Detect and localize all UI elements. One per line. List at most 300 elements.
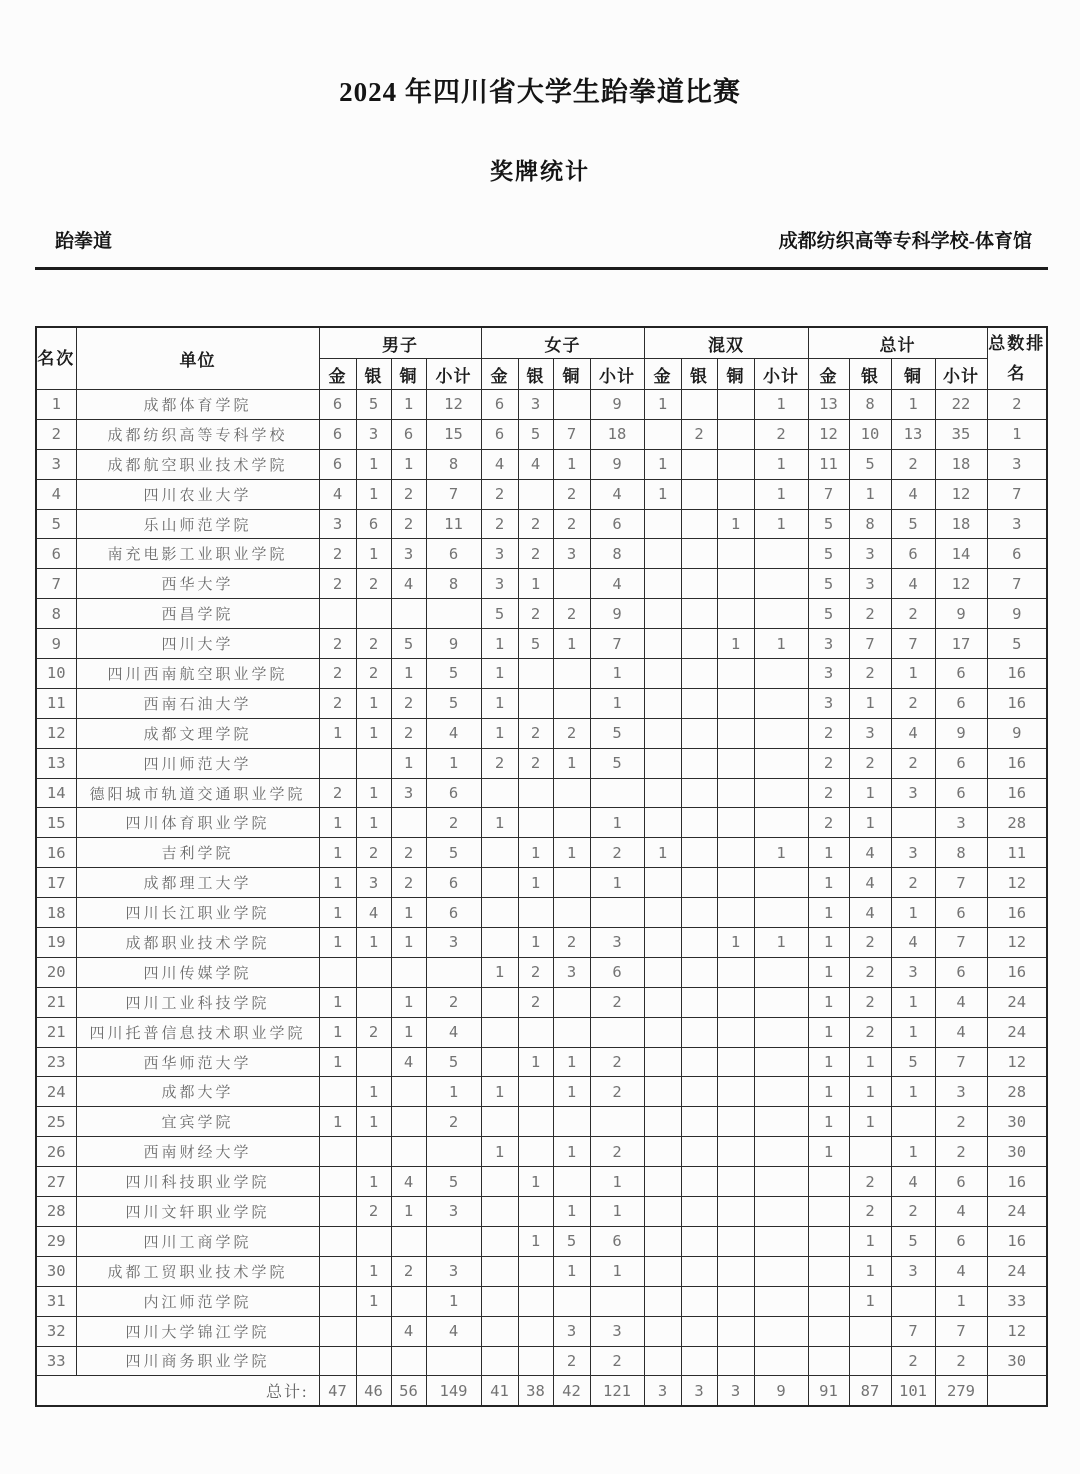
medal-cell: [754, 1226, 808, 1256]
medal-cell: 28: [987, 808, 1047, 838]
medal-cell: 10: [849, 419, 891, 449]
medal-cell: [644, 1167, 681, 1197]
col-header-mixed-bronze: 铜: [717, 359, 754, 390]
medal-cell: 1: [518, 569, 553, 599]
medal-cell: [681, 569, 717, 599]
medal-cell: 1: [481, 659, 518, 689]
medal-cell: 2: [518, 539, 553, 569]
medal-cell: 9: [590, 390, 644, 420]
col-header-unit: 单位: [76, 327, 319, 390]
col-header-total-subtotal: 小计: [935, 359, 987, 390]
table-row: [36, 928, 1047, 958]
medal-cell: 5: [808, 539, 849, 569]
medal-cell: 2: [891, 449, 935, 479]
col-header-mixed-subtotal: 小计: [754, 359, 808, 390]
medal-cell: [481, 928, 518, 958]
medal-cell: [754, 1316, 808, 1346]
medal-cell: 9: [987, 718, 1047, 748]
medal-cell: 1: [481, 629, 518, 659]
col-header-total-gold: 金: [808, 359, 849, 390]
medal-cell: [518, 1137, 553, 1167]
medal-cell: 2: [590, 1346, 644, 1376]
medal-cell: [717, 1077, 754, 1107]
table-row: [36, 1137, 1047, 1167]
medal-cell: 3: [987, 509, 1047, 539]
medal-cell: [681, 1137, 717, 1167]
medal-cell: [356, 1137, 391, 1167]
medal-cell: [754, 1167, 808, 1197]
medal-cell: [808, 1197, 849, 1227]
medal-cell: 1: [481, 808, 518, 838]
medal-cell: [717, 1346, 754, 1376]
col-header-men-gold: 金: [319, 359, 356, 390]
medal-cell: 5: [891, 509, 935, 539]
medal-cell: 1: [518, 1167, 553, 1197]
medal-cell: [681, 390, 717, 420]
medal-cell: 1: [356, 1167, 391, 1197]
medal-cell: [644, 1286, 681, 1316]
rank-cell: 29: [36, 1226, 76, 1256]
medal-cell: 2: [391, 479, 426, 509]
col-header-women-bronze: 铜: [553, 359, 590, 390]
table-row: [36, 629, 1047, 659]
medal-cell: [590, 1017, 644, 1047]
medal-cell: 1: [319, 1017, 356, 1047]
medal-cell: [681, 868, 717, 898]
medal-cell: [754, 1346, 808, 1376]
medal-cell: 3: [808, 629, 849, 659]
medal-cell: 5: [426, 1047, 481, 1077]
medal-cell: [481, 868, 518, 898]
medal-cell: [681, 808, 717, 838]
rank-cell: 7: [36, 569, 76, 599]
medal-cell: 7: [808, 479, 849, 509]
total-value-cell: 9: [754, 1376, 808, 1407]
overall-rank-cell: 6: [935, 1226, 987, 1256]
unit-cell: 成都大学: [76, 1077, 319, 1107]
medal-cell: [481, 1256, 518, 1286]
unit-cell: 四川大学: [76, 629, 319, 659]
medal-cell: 1: [553, 748, 590, 778]
medal-cell: 9: [426, 629, 481, 659]
medal-cell: 2: [754, 419, 808, 449]
medal-cell: 1: [553, 449, 590, 479]
medal-cell: 1: [319, 868, 356, 898]
medal-cell: [481, 1017, 518, 1047]
medal-cell: [681, 1197, 717, 1227]
total-value-cell: 47: [319, 1376, 356, 1407]
medal-cell: 2: [319, 778, 356, 808]
unit-cell: 西华大学: [76, 569, 319, 599]
table-row: [36, 868, 1047, 898]
medal-cell: [808, 1256, 849, 1286]
medal-cell: [553, 1167, 590, 1197]
medal-cell: 2: [518, 509, 553, 539]
overall-rank-cell: 14: [935, 539, 987, 569]
medal-cell: 2: [426, 808, 481, 838]
medal-cell: 4: [426, 718, 481, 748]
medal-cell: [553, 987, 590, 1017]
medal-cell: 1: [849, 1226, 891, 1256]
medal-cell: 1: [356, 1077, 391, 1107]
medal-table-body: [36, 390, 1047, 1376]
medal-cell: 2: [518, 748, 553, 778]
medal-cell: 4: [391, 1167, 426, 1197]
col-header-mixed-gold: 金: [644, 359, 681, 390]
medal-cell: [754, 868, 808, 898]
medal-cell: 1: [808, 1077, 849, 1107]
medal-cell: 1: [553, 1077, 590, 1107]
medal-cell: 8: [426, 569, 481, 599]
medal-cell: 3: [808, 659, 849, 689]
overall-rank-cell: 8: [935, 838, 987, 868]
unit-cell: 四川商务职业学院: [76, 1346, 319, 1376]
medal-cell: 1: [808, 957, 849, 987]
medal-cell: 4: [590, 569, 644, 599]
medal-cell: 1: [590, 868, 644, 898]
medal-cell: 2: [356, 1017, 391, 1047]
medal-cell: [717, 1316, 754, 1346]
unit-cell: 德阳城市轨道交通职业学院: [76, 778, 319, 808]
medal-cell: [717, 957, 754, 987]
medal-cell: [590, 1286, 644, 1316]
medal-cell: 2: [849, 957, 891, 987]
medal-cell: 4: [391, 1316, 426, 1346]
overall-rank-cell: 3: [935, 1077, 987, 1107]
medal-cell: [644, 1256, 681, 1286]
medal-cell: 5: [808, 599, 849, 629]
medal-cell: [891, 1107, 935, 1137]
medal-cell: 5: [426, 1167, 481, 1197]
rank-cell: 1: [36, 390, 76, 420]
medal-cell: [644, 898, 681, 928]
rank-cell: 13: [36, 748, 76, 778]
medal-cell: 1: [808, 1017, 849, 1047]
medal-cell: [717, 569, 754, 599]
medal-cell: [681, 688, 717, 718]
medal-cell: 2: [590, 1077, 644, 1107]
medal-cell: 1: [891, 390, 935, 420]
medal-cell: 2: [553, 509, 590, 539]
medal-cell: 4: [891, 1167, 935, 1197]
overall-rank-cell: 6: [935, 1167, 987, 1197]
medal-cell: 1: [754, 449, 808, 479]
rank-cell: 31: [36, 1286, 76, 1316]
meta-row: [55, 226, 1032, 253]
medal-cell: 11: [987, 838, 1047, 868]
medal-cell: [717, 1197, 754, 1227]
medal-cell: [553, 1107, 590, 1137]
medal-cell: 3: [553, 1316, 590, 1346]
overall-rank-cell: 2: [935, 1107, 987, 1137]
medal-cell: 5: [808, 509, 849, 539]
total-value-cell: 121: [590, 1376, 644, 1407]
medal-cell: 2: [356, 569, 391, 599]
unit-cell: 四川长江职业学院: [76, 898, 319, 928]
medal-cell: 1: [356, 688, 391, 718]
medal-cell: [319, 1197, 356, 1227]
medal-cell: 3: [987, 449, 1047, 479]
table-row: [36, 1197, 1047, 1227]
medal-cell: [644, 599, 681, 629]
medal-cell: [891, 1286, 935, 1316]
medal-cell: 2: [849, 599, 891, 629]
medal-cell: 4: [426, 1017, 481, 1047]
medal-cell: 1: [590, 659, 644, 689]
col-header-men-silver: 银: [356, 359, 391, 390]
medal-cell: [681, 1316, 717, 1346]
medal-cell: [518, 1256, 553, 1286]
medal-cell: [426, 1346, 481, 1376]
medal-cell: 7: [849, 629, 891, 659]
medal-cell: 4: [849, 868, 891, 898]
overall-rank-cell: 7: [935, 868, 987, 898]
total-value-cell: 279: [935, 1376, 987, 1407]
unit-cell: 宜宾学院: [76, 1107, 319, 1137]
rank-cell: 17: [36, 868, 76, 898]
overall-rank-cell: 6: [935, 748, 987, 778]
col-header-men-subtotal: 小计: [426, 359, 481, 390]
medal-cell: [553, 688, 590, 718]
medal-cell: [644, 688, 681, 718]
col-header-women-subtotal: 小计: [590, 359, 644, 390]
rank-cell: 12: [36, 718, 76, 748]
medal-cell: 6: [356, 509, 391, 539]
rank-cell: 4: [36, 479, 76, 509]
medal-cell: [481, 1047, 518, 1077]
total-value-cell: 3: [717, 1376, 754, 1407]
medal-cell: [681, 778, 717, 808]
medal-cell: [590, 778, 644, 808]
table-row: [36, 1047, 1047, 1077]
medal-cell: [319, 1286, 356, 1316]
medal-cell: [808, 1346, 849, 1376]
medal-cell: 2: [590, 1137, 644, 1167]
medal-cell: 2: [319, 659, 356, 689]
medal-cell: 1: [356, 1286, 391, 1316]
unit-cell: 四川传媒学院: [76, 957, 319, 987]
medal-cell: [681, 1077, 717, 1107]
overall-rank-cell: 7: [935, 928, 987, 958]
table-row: [36, 1017, 1047, 1047]
medal-cell: 6: [481, 390, 518, 420]
medal-cell: 1: [590, 1256, 644, 1286]
medal-cell: 1: [553, 1256, 590, 1286]
unit-cell: 成都文理学院: [76, 718, 319, 748]
medal-cell: 1: [891, 659, 935, 689]
medal-cell: 4: [590, 479, 644, 509]
medal-cell: 1: [481, 1077, 518, 1107]
medal-cell: [754, 778, 808, 808]
medal-cell: 5: [481, 599, 518, 629]
medal-cell: [518, 688, 553, 718]
total-value-cell: 91: [808, 1376, 849, 1407]
table-row: [36, 390, 1047, 420]
medal-cell: [391, 1346, 426, 1376]
medal-cell: [481, 778, 518, 808]
medal-cell: [481, 1107, 518, 1137]
medal-cell: 1: [644, 390, 681, 420]
medal-cell: 3: [426, 1256, 481, 1286]
medal-cell: [391, 1137, 426, 1167]
unit-cell: 四川西南航空职业学院: [76, 659, 319, 689]
medal-cell: 1: [426, 1286, 481, 1316]
medal-cell: 1: [808, 1137, 849, 1167]
medal-cell: 1: [481, 957, 518, 987]
medal-cell: 1: [808, 1047, 849, 1077]
medal-cell: [891, 808, 935, 838]
medal-cell: 16: [987, 659, 1047, 689]
overall-rank-cell: 7: [935, 1047, 987, 1077]
table-row: [36, 957, 1047, 987]
overall-rank-cell: 2: [935, 1346, 987, 1376]
medal-cell: [518, 1197, 553, 1227]
medal-cell: [681, 718, 717, 748]
medal-cell: [644, 539, 681, 569]
medal-cell: [717, 1107, 754, 1137]
medal-cell: [808, 1167, 849, 1197]
medal-cell: 12: [987, 868, 1047, 898]
medal-cell: [319, 957, 356, 987]
medal-cell: 3: [590, 928, 644, 958]
medal-cell: [754, 957, 808, 987]
medal-cell: 1: [356, 449, 391, 479]
medal-cell: [717, 868, 754, 898]
medal-cell: 1: [553, 629, 590, 659]
medal-cell: [681, 1346, 717, 1376]
total-label: 总计:: [36, 1376, 319, 1407]
medal-cell: 5: [891, 1226, 935, 1256]
medal-cell: 7: [891, 629, 935, 659]
medal-cell: [644, 987, 681, 1017]
medal-cell: 4: [891, 718, 935, 748]
overall-rank-cell: 6: [935, 898, 987, 928]
medal-cell: 3: [891, 957, 935, 987]
medal-cell: 1: [518, 868, 553, 898]
medal-cell: [681, 838, 717, 868]
total-value-cell: 3: [681, 1376, 717, 1407]
medal-cell: 1: [754, 928, 808, 958]
medal-cell: [518, 808, 553, 838]
table-footer: [36, 1376, 1047, 1407]
medal-cell: 6: [891, 539, 935, 569]
medal-cell: 2: [849, 1017, 891, 1047]
medal-cell: 1: [319, 928, 356, 958]
medal-cell: [717, 390, 754, 420]
unit-cell: 四川工商学院: [76, 1226, 319, 1256]
table-row: [36, 1316, 1047, 1346]
medal-cell: 1: [356, 1256, 391, 1286]
medal-cell: 1: [319, 838, 356, 868]
medal-cell: 1: [808, 928, 849, 958]
col-header-mixed-silver: 银: [681, 359, 717, 390]
medal-cell: 1: [754, 838, 808, 868]
medal-cell: [553, 1017, 590, 1047]
unit-cell: 四川托普信息技术职业学院: [76, 1017, 319, 1047]
medal-cell: [644, 1316, 681, 1346]
unit-cell: 吉利学院: [76, 838, 319, 868]
medal-cell: 2: [849, 1197, 891, 1227]
medal-cell: 5: [590, 748, 644, 778]
col-header-total-silver: 银: [849, 359, 891, 390]
medal-cell: 3: [590, 1316, 644, 1346]
medal-cell: 3: [356, 868, 391, 898]
medal-cell: 7: [553, 419, 590, 449]
overall-rank-cell: 12: [935, 569, 987, 599]
table-row: [36, 1286, 1047, 1316]
medal-cell: 1: [319, 987, 356, 1017]
medal-cell: 2: [590, 987, 644, 1017]
medal-cell: [717, 1047, 754, 1077]
medal-cell: 2: [553, 718, 590, 748]
medal-cell: 1: [644, 479, 681, 509]
medal-cell: 6: [987, 539, 1047, 569]
medal-cell: [754, 1017, 808, 1047]
medal-cell: 4: [891, 928, 935, 958]
medal-cell: [754, 1077, 808, 1107]
medal-cell: 5: [391, 629, 426, 659]
medal-cell: 1: [481, 718, 518, 748]
medal-cell: [717, 1167, 754, 1197]
medal-cell: 1: [891, 1017, 935, 1047]
table-row: [36, 898, 1047, 928]
medal-cell: [754, 659, 808, 689]
medal-cell: 1: [590, 1197, 644, 1227]
medal-cell: 2: [849, 748, 891, 778]
medal-cell: 2: [849, 928, 891, 958]
medal-cell: 2: [391, 688, 426, 718]
table-row: [36, 509, 1047, 539]
unit-cell: 四川工业科技学院: [76, 987, 319, 1017]
medal-cell: 9: [590, 449, 644, 479]
medal-cell: 1: [319, 718, 356, 748]
medal-cell: 1: [391, 1197, 426, 1227]
rank-cell: 9: [36, 629, 76, 659]
medal-cell: [391, 1077, 426, 1107]
medal-cell: 3: [849, 569, 891, 599]
overall-rank-cell: 9: [935, 599, 987, 629]
rank-cell: 5: [36, 509, 76, 539]
rank-cell: 6: [36, 539, 76, 569]
rank-cell: 18: [36, 898, 76, 928]
medal-cell: [681, 987, 717, 1017]
overall-rank-cell: 2: [935, 1137, 987, 1167]
medal-cell: 2: [681, 419, 717, 449]
medal-cell: 4: [391, 569, 426, 599]
medal-cell: 9: [987, 599, 1047, 629]
medal-cell: [356, 957, 391, 987]
medal-cell: 6: [426, 868, 481, 898]
medal-cell: 24: [987, 1017, 1047, 1047]
medal-cell: 4: [319, 479, 356, 509]
medal-cell: 3: [808, 688, 849, 718]
medal-cell: 5: [891, 1047, 935, 1077]
medal-cell: 2: [426, 987, 481, 1017]
medal-cell: [754, 539, 808, 569]
table-row: [36, 419, 1047, 449]
medal-cell: [319, 1316, 356, 1346]
medal-cell: 1: [356, 718, 391, 748]
medal-cell: 2: [319, 688, 356, 718]
unit-cell: 西华师范大学: [76, 1047, 319, 1077]
medal-cell: 4: [481, 449, 518, 479]
medal-cell: 2: [808, 718, 849, 748]
medal-cell: 16: [987, 778, 1047, 808]
medal-cell: [808, 1226, 849, 1256]
medal-cell: 1: [717, 928, 754, 958]
medal-cell: [319, 1256, 356, 1286]
medal-cell: [553, 778, 590, 808]
